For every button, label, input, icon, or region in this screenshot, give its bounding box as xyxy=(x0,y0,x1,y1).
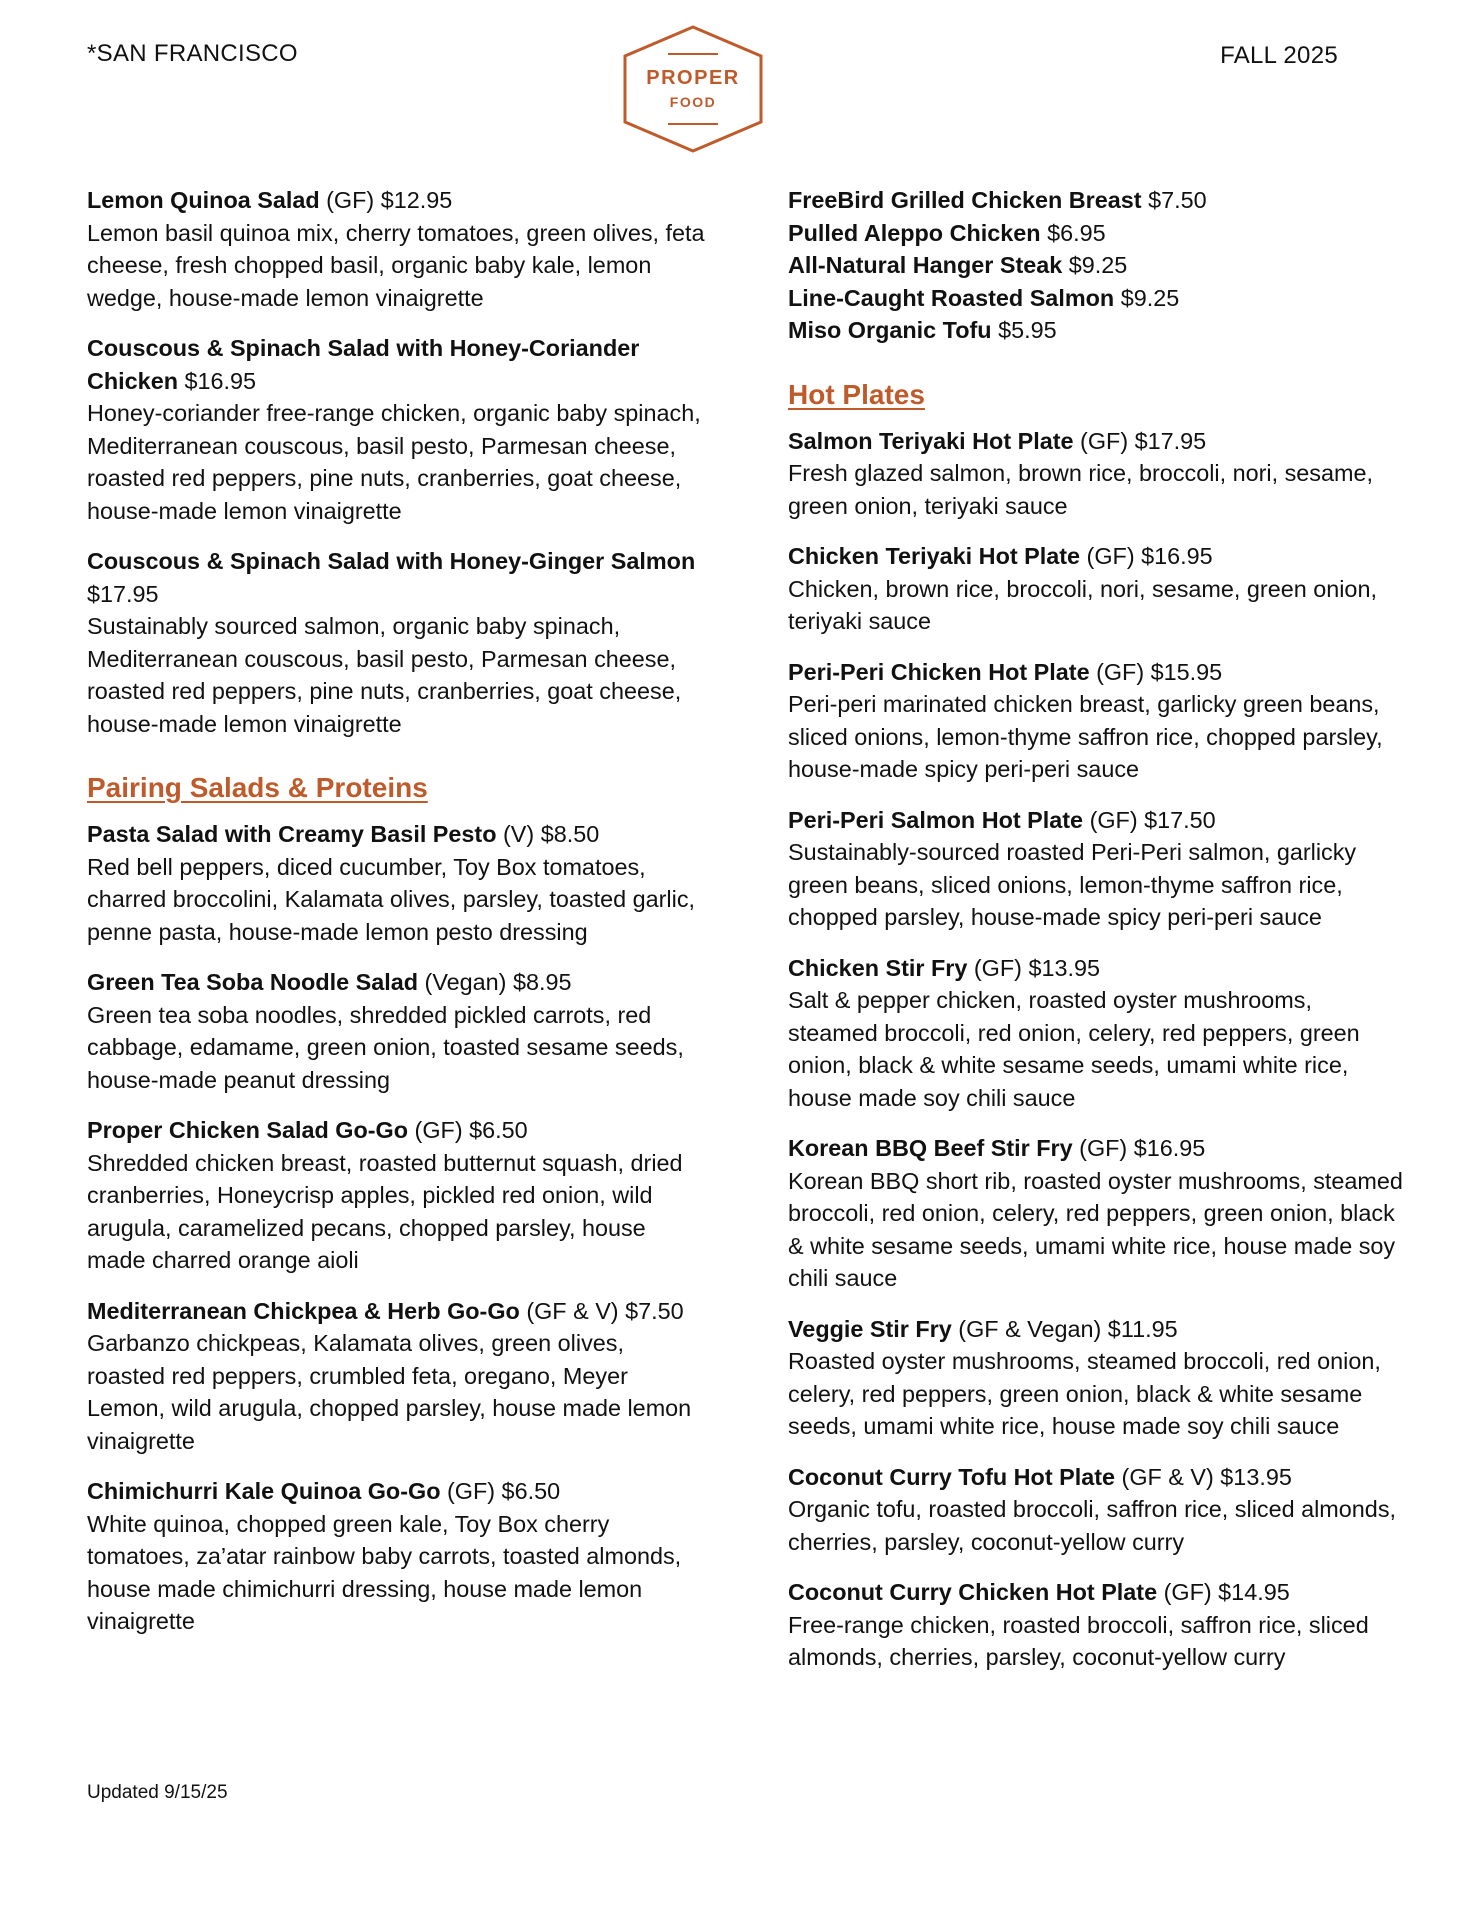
protein-item xyxy=(788,282,1408,315)
item-tag: (GF) xyxy=(1083,806,1138,833)
protein-item xyxy=(788,217,1408,250)
protein-name: Line-Caught Roasted Salmon xyxy=(788,284,1115,311)
protein-price: $6.95 xyxy=(1040,219,1106,246)
item-description: Roasted oyster mushrooms, steamed broccoli, red onion, celery, red peppers, green onion, black & white sesame seeds, umami white rice, house made soy chili sauce xyxy=(788,1348,1381,1439)
menu-item xyxy=(87,818,707,948)
item-price: $7.50 xyxy=(618,1297,684,1324)
section-title-pairing: Pairing Salads & Proteins xyxy=(87,772,428,803)
item-tag: (GF) xyxy=(1089,658,1145,685)
item-description: Korean BBQ short rib, roasted oyster mushrooms, steamed broccoli, red onion, celery, red peppers, green onion, black & white sesame seeds, umami white rice, house made soy chili sauce xyxy=(788,1167,1403,1291)
menu-item xyxy=(87,1114,707,1277)
menu-item xyxy=(788,540,1408,638)
menu-item xyxy=(87,1475,707,1638)
item-price: $8.50 xyxy=(534,821,600,847)
item-tag: (GF) xyxy=(967,954,1022,981)
protein-item xyxy=(788,314,1408,347)
item-price: $6.50 xyxy=(462,1117,528,1143)
item-description: White quinoa, chopped green kale, Toy Box cherry tomatoes, za’atar rainbow baby carrots, toasted almonds, house made chimichurri dressing, house made lemon vinaigrette xyxy=(87,1510,682,1634)
item-tag: (GF & V) xyxy=(1115,1463,1214,1490)
protein-item xyxy=(788,249,1408,282)
item-tag: (V) xyxy=(496,821,535,847)
item-tag: (GF & V) xyxy=(519,1297,619,1324)
item-price: $11.95 xyxy=(1101,1315,1178,1342)
item-tag: (GF) xyxy=(440,1478,496,1504)
item-name: Mediterranean Chickpea & Herb Go-Go xyxy=(87,1297,520,1324)
item-description: Green tea soba noodles, shredded pickled carrots, red cabbage, edamame, green onion, toasted sesame seeds, house-made peanut dressing xyxy=(87,1001,684,1093)
season-label: FALL 2025 xyxy=(1220,42,1338,69)
item-tag: (GF & Vegan) xyxy=(951,1315,1102,1342)
item-description: Chicken, brown rice, broccoli, nori, sesame, green onion, teriyaki sauce xyxy=(788,575,1377,634)
item-description: Salt & pepper chicken, roasted oyster mushrooms, steamed broccoli, red onion, celery, red peppers, green onion, black & white sesame seeds, umami white rice, house made soy chili sauce xyxy=(788,987,1360,1111)
item-tag: (GF) xyxy=(1072,1135,1128,1161)
proteins-list xyxy=(788,184,1408,347)
item-price: $16.95 xyxy=(1134,543,1213,569)
protein-name: Pulled Aleppo Chicken xyxy=(788,219,1041,246)
item-name: Chicken Stir Fry xyxy=(788,954,968,981)
item-price: $16.95 xyxy=(1127,1135,1206,1161)
pairing-list xyxy=(87,818,707,1638)
right-column xyxy=(788,184,1408,1692)
menu-item xyxy=(788,952,1408,1115)
item-description: Garbanzo chickpeas, Kalamata olives, green olives, roasted red peppers, crumbled feta, oregano, Meyer Lemon, wild arugula, chopped parsley, house made lemon vinaigrette xyxy=(87,1330,692,1454)
item-price: $17.95 xyxy=(1128,427,1207,454)
menu-item xyxy=(788,1132,1408,1295)
menu-item xyxy=(788,804,1408,934)
item-price: $15.95 xyxy=(1144,658,1223,685)
item-name: Proper Chicken Salad Go-Go xyxy=(87,1117,409,1143)
item-name: Coconut Curry Tofu Hot Plate xyxy=(788,1463,1116,1490)
location-label: *SAN FRANCISCO xyxy=(87,40,298,67)
item-tag: (GF) xyxy=(1080,543,1135,569)
protein-price: $9.25 xyxy=(1062,252,1128,278)
protein-price: $5.95 xyxy=(991,317,1057,343)
item-name: Lemon Quinoa Salad xyxy=(87,187,320,213)
item-name: Chimichurri Kale Quinoa Go-Go xyxy=(87,1478,441,1504)
item-price: $13.95 xyxy=(1213,1463,1292,1490)
protein-name: FreeBird Grilled Chicken Breast xyxy=(788,187,1142,213)
item-name: Peri-Peri Salmon Hot Plate xyxy=(788,806,1084,833)
item-price: $13.95 xyxy=(1021,954,1100,981)
item-tag: (Vegan) xyxy=(418,969,507,995)
item-name: Green Tea Soba Noodle Salad xyxy=(87,969,419,995)
item-price: $17.95 xyxy=(87,580,159,607)
logo-word-food: FOOD xyxy=(669,94,717,110)
menu-item xyxy=(87,332,707,527)
section-title-hot-plates: Hot Plates xyxy=(788,378,925,410)
item-description: Sustainably sourced salmon, organic baby spinach, Mediterranean couscous, basil pesto, Parmesan cheese, roasted red peppers, pine nuts, cranberries, goat cheese, house-made lemon vinaigrette xyxy=(87,613,682,737)
item-name: Korean BBQ Beef Stir Fry xyxy=(788,1135,1073,1161)
item-name: Pasta Salad with Creamy Basil Pesto xyxy=(87,821,497,847)
logo-word-proper: PROPER xyxy=(646,67,740,89)
item-description: Free-range chicken, roasted broccoli, saffron rice, sliced almonds, cherries, parsley, coconut-yellow curry xyxy=(788,1611,1369,1670)
item-name: Veggie Stir Fry xyxy=(788,1315,952,1342)
item-price: $8.95 xyxy=(506,969,572,995)
menu-item xyxy=(788,656,1408,786)
protein-name: All-Natural Hanger Steak xyxy=(788,252,1063,278)
item-description: Sustainably-sourced roasted Peri-Peri salmon, garlicky green beans, sliced onions, lemon-thyme saffron rice, chopped parsley, house-made spicy peri-peri sauce xyxy=(788,839,1357,930)
menu-item xyxy=(788,1461,1408,1559)
item-tag: (GF) xyxy=(1073,427,1129,454)
item-price: $17.50 xyxy=(1137,806,1216,833)
item-tag: (GF) xyxy=(1157,1579,1212,1605)
protein-item xyxy=(788,184,1408,217)
item-description: Shredded chicken breast, roasted butternut squash, dried cranberries, Honeycrisp apples, pickled red onion, wild arugula, caramelized pecans, chopped parsley, house made charred orange aioli xyxy=(87,1149,683,1273)
menu-item xyxy=(87,1295,707,1458)
item-name: Salmon Teriyaki Hot Plate xyxy=(788,427,1074,454)
item-price: $16.95 xyxy=(178,367,257,394)
menu-item xyxy=(788,1313,1408,1443)
menu-item xyxy=(87,184,707,314)
updated-date: Updated 9/15/25 xyxy=(87,1782,228,1803)
item-price: $12.95 xyxy=(374,187,453,213)
salads-list xyxy=(87,184,707,740)
item-tag: (GF) xyxy=(408,1117,463,1143)
menu-item xyxy=(788,1576,1408,1674)
proper-food-logo xyxy=(620,24,766,154)
item-name: Couscous & Spinach Salad with Honey-Ginger Salmon xyxy=(87,548,696,574)
hot-plates-list xyxy=(788,425,1408,1674)
item-price: $14.95 xyxy=(1211,1579,1290,1605)
item-description: Lemon basil quinoa mix, cherry tomatoes, green olives, feta cheese, fresh chopped basil, organic baby kale, lemon wedge, house-made lemon vinaigrette xyxy=(87,219,705,311)
item-description: Organic tofu, roasted broccoli, saffron rice, sliced almonds, cherries, parsley, coconut-yellow curry xyxy=(788,1496,1397,1555)
item-name: Peri-Peri Chicken Hot Plate xyxy=(788,658,1090,685)
protein-price: $7.50 xyxy=(1141,187,1207,213)
item-description: Fresh glazed salmon, brown rice, broccoli, nori, sesame, green onion, teriyaki sauce xyxy=(788,460,1374,519)
item-price: $6.50 xyxy=(495,1478,561,1504)
item-tag: (GF) xyxy=(319,187,375,213)
item-description: Red bell peppers, diced cucumber, Toy Box tomatoes, charred broccolini, Kalamata olives, parsley, toasted garlic, penne pasta, house-made lemon pesto dressing xyxy=(87,853,696,945)
item-description: Peri-peri marinated chicken breast, garlicky green beans, sliced onions, lemon-thyme saffron rice, chopped parsley, house-made spicy peri-peri sauce xyxy=(788,691,1383,782)
menu-item xyxy=(87,966,707,1096)
protein-name: Miso Organic Tofu xyxy=(788,317,992,343)
menu-item xyxy=(87,545,707,740)
menu-item xyxy=(788,425,1408,523)
item-name: Couscous & Spinach Salad with Honey-Coriander Chicken xyxy=(87,335,640,394)
item-description: Honey-coriander free-range chicken, organic baby spinach, Mediterranean couscous, basil pesto, Parmesan cheese, roasted red peppers, pine nuts, cranberries, goat cheese, house-made lemon vinaigrette xyxy=(87,400,701,524)
item-name: Coconut Curry Chicken Hot Plate xyxy=(788,1579,1158,1605)
protein-price: $9.25 xyxy=(1114,284,1180,311)
logo-hexagon xyxy=(625,27,761,151)
left-column xyxy=(87,184,707,1656)
item-name: Chicken Teriyaki Hot Plate xyxy=(788,543,1081,569)
